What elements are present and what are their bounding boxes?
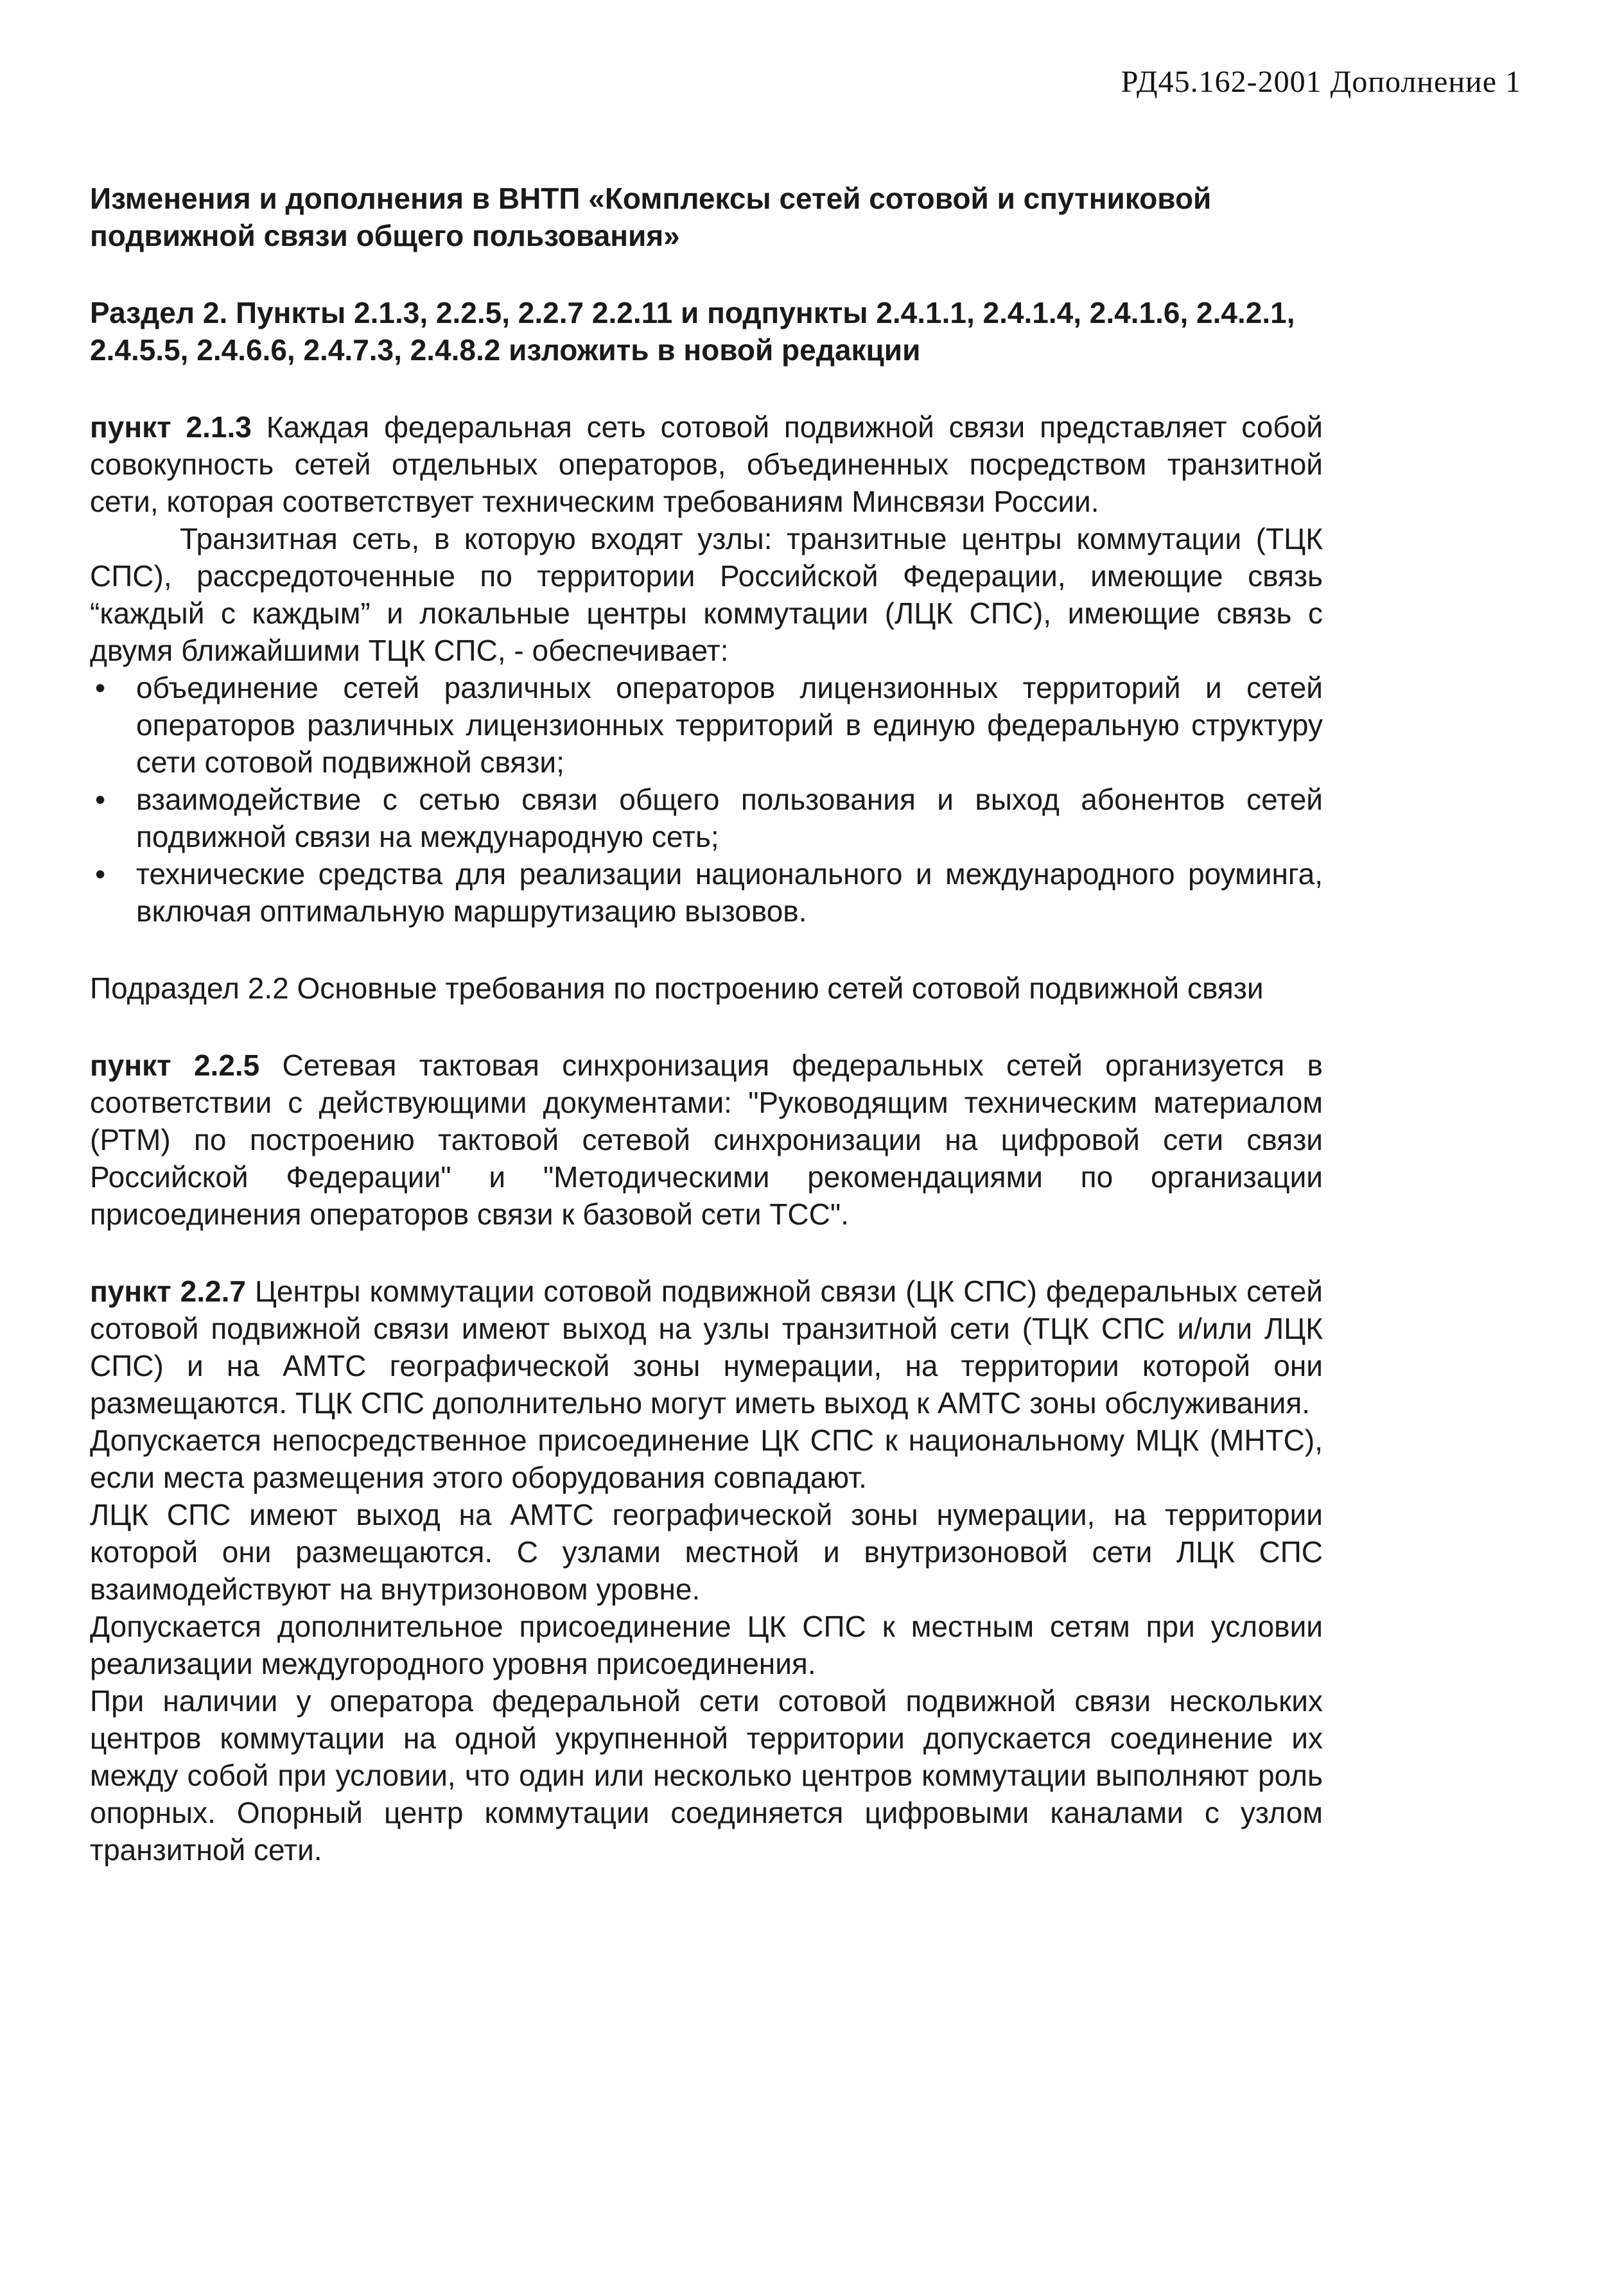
bullet-icon: •: [95, 857, 106, 891]
clause-2-2-7-paragraph: Допускается непосредственное присоединение ЦК СПС к национальному МЦК (МНТС), если места размещения этого оборудования совпадают.: [90, 1424, 1323, 1494]
clause-2-2-5: [90, 1047, 1323, 1233]
subsection-2-2-heading: [90, 970, 1323, 1007]
subsection-2-2-title: 2.2 Основные требования по построению сетей сотовой подвижной связи: [239, 971, 1264, 1005]
bullet-icon: •: [95, 783, 106, 816]
list-item-text: взаимодействие с сетью связи общего пользования и выход абонентов сетей подвижной связи на международную сеть;: [136, 783, 1323, 853]
clause-2-2-5-text: Сетевая тактовая синхронизация федеральных сетей организуется в соответствии с действующими документами: "Руководящим техническим материалом (РТМ) по построению тактовой сетевой синхронизации на цифровой сети связи Российской Федерации" и "Методическими рекомендациями по организации присоединения операторов связи к базовой сети ТСС".: [90, 1049, 1323, 1231]
section-2-heading: Раздел 2. Пункты 2.1.3, 2.2.5, 2.2.7 2.2.11 и подпункты 2.4.1.1, 2.4.1.4, 2.4.1.6, 2.4.2.1, 2.4.5.5, 2.4.6.6, 2.4.7.3, 2.4.8.2 изложить в новой редакции: [90, 296, 1295, 367]
list-item: [90, 855, 1323, 930]
transit-functions-list: [90, 669, 1323, 930]
transit-network-paragraph: Транзитная сеть, в которую входят узлы: транзитные центры коммутации (ТЦК СПС), рассредоточенные по территории Российской Федерации, имеющие связь “каждый с каждым” и локальные центры коммутации (ЛЦК СПС), имеющие связь с двумя ближайшими ТЦК СПС, - обеспечивает:: [90, 522, 1323, 667]
clause-2-1-3-text: Каждая федеральная сеть сотовой подвижной связи представляет собой совокупность сетей отдельных операторов, объединенных посредством транзитной сети, которая соответствует техническим требованиям Минсвязи России.: [90, 410, 1323, 518]
clause-2-2-7-paragraph: Допускается дополнительное присоединение ЦК СПС к местным сетям при условии реализации междугородного уровня присоединения.: [90, 1610, 1323, 1680]
document-body: [90, 180, 1323, 1868]
bullet-icon: •: [95, 671, 106, 704]
clause-2-2-5-label: пункт 2.2.5: [90, 1049, 260, 1082]
clause-2-1-3: [90, 408, 1323, 520]
list-item: [90, 781, 1323, 855]
subsection-2-2-label: Подраздел: [90, 971, 240, 1005]
clause-2-2-7-paragraph: ЛЦК СПС имеют выход на АМТС географической зоны нумерации, на территории которой они размещаются. С узлами местной и внутризоновой сети ЛЦК СПС взаимодействуют на внутризоновом уровне.: [90, 1498, 1323, 1606]
clause-2-2-7-label: пункт 2.2.7: [90, 1275, 246, 1308]
clause-2-1-3-label: пункт 2.1.3: [90, 410, 252, 444]
document-id-header: РД45.162-2001 Дополнение 1: [1121, 65, 1521, 99]
document-title: Изменения и дополнения в ВНТП «Комплексы сетей сотовой и спутниковой подвижной связи общего пользования»: [90, 182, 1212, 252]
list-item-text: технические средства для реализации национального и международного роуминга, включая оптимальную маршрутизацию вызовов.: [136, 857, 1323, 928]
clause-2-2-7: [90, 1273, 1323, 1422]
clause-2-2-7-text: Центры коммутации сотовой подвижной связи (ЦК СПС) федеральных сетей сотовой подвижной связи имеют выход на узлы транзитной сети (ТЦК СПС и/или ЛЦК СПС) и на АМТС географической зоны нумерации, на территории которой они размещаются. ТЦК СПС дополнительно могут иметь выход к АМТС зоны обслуживания.: [90, 1275, 1323, 1420]
list-item-text: объединение сетей различных операторов лицензионных территорий и сетей операторов различных лицензионных территорий в единую федеральную структуру сети сотовой подвижной связи;: [136, 671, 1323, 779]
clause-2-2-7-paragraph: При наличии у оператора федеральной сети сотовой подвижной связи нескольких центров коммутации на одной укрупненной территории допускается соединение их между собой при условии, что один или несколько центров коммутации выполняют роль опорных. Опорный центр коммутации соединяется цифровыми каналами с узлом транзитной сети.: [90, 1684, 1323, 1867]
list-item: [90, 669, 1323, 781]
